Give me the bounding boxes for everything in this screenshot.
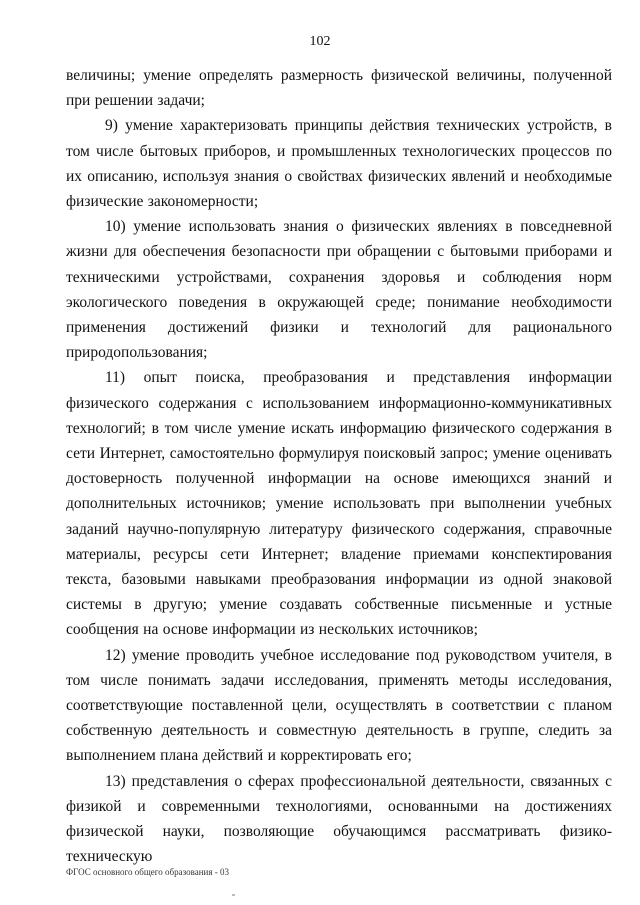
paragraph-item-13: 13) представления о сферах профессиональной деятельности, связанных с физикой и современными технологиями, основанными на достижениях физической науки, позволяющие обучающимся рассматривать физико-техническую — [66, 772, 612, 866]
page-number: 102 — [309, 34, 331, 49]
paragraph-item-12: 12) умение проводить учебное исследование под руководством учителя, в том числе понимать задачи исследования, применять методы исследования, соответствующие поставленной цели, осуществлять в соответствии с планом собственную деятельность и совместную деятельность в группе, следить за выполнением плана действий и корректировать его; — [66, 646, 612, 765]
paragraph-item-11: 11) опыт поиска, преобразования и представления информации физического содержания с использованием информационно-коммуникативных технологий; в том числе умение искать информацию физического содержания в сети Интернет, самостоятельно формулируя поисковый запрос; умение оценивать достоверность полученной информации на основе имеющихся знаний и дополнительных источников; умение использовать при выполнении учебных заданий научно-популярную литературу физического содержания, справочные материалы, ресурсы сети Интернет; владение приемами конспектирования текста, базовыми навыками преобразования информации из одной знаковой системы в другую; умение создавать собственные письменные и устные сообщения на основе информации из нескольких источников; — [66, 369, 612, 639]
document-body — [66, 63, 612, 870]
paragraph-continuation: величины; умение определять размерность физической величины, полученной при решении задачи; — [66, 67, 612, 110]
scan-artifact — [232, 894, 235, 896]
page-footer: ФГОС основного общего образования - 03 — [66, 867, 229, 877]
paragraph-item-9: 9) умение характеризовать принципы действия технических устройств, в том числе бытовых приборов, и промышленных технологических процессов по их описанию, используя знания о свойствах физических явлений и необходимые физические закономерности; — [66, 117, 612, 211]
paragraph-item-10: 10) умение использовать знания о физических явлениях в повседневной жизни для обеспечения безопасности при обращении с бытовыми приборами и техническими устройствами, сохранения здоровья и соблюдения норм экологического поведения в окружающей среде; понимание необходимости применения достижений физики и технологий для рационального природопользования; — [66, 218, 612, 362]
